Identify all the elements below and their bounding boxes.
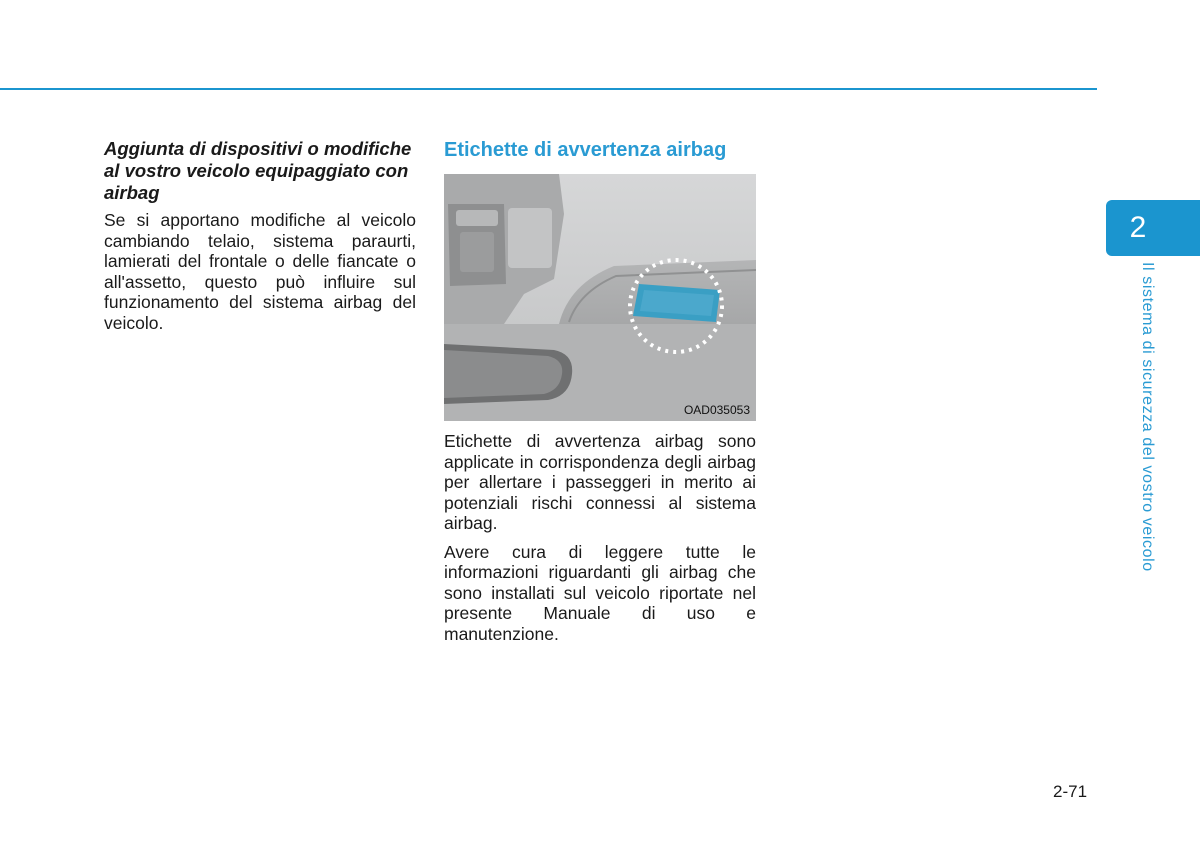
chapter-title: Il sistema di sicurezza del vostro veicolo (1139, 262, 1156, 572)
middle-column-text (444, 431, 756, 652)
warning-label-paragraph: Etichette di avvertenza airbag sono applicate in corrispondenza degli airbag per allertare i passeggeri in merito ai potenziali rischi connessi al sistema airbag. (444, 431, 756, 533)
chapter-tab-edge (1170, 200, 1200, 256)
page-number: 2-71 (1053, 782, 1088, 801)
chapter-tab (1106, 200, 1170, 256)
modifications-paragraph: Se si apportano modifiche al veicolo cambiando telaio, sistema paraurti, lamierati del frontale o delle fiancate o all'assetto, questo può influire sul funzionamento del sistema airbag del veicolo. (104, 210, 416, 333)
middle-column-heading (444, 138, 756, 162)
left-column (104, 138, 416, 341)
figure-code: OAD035053 (683, 403, 750, 417)
car-interior-illustration (444, 174, 756, 421)
airbag-label-illustration (444, 174, 756, 421)
chapter-number: 2 (1129, 211, 1147, 244)
section-title: Etichette di avvertenza airbag (444, 139, 727, 161)
subheading-modifications: Aggiunta di dispositivi o modifiche al vostro veicolo equipaggiato con airbag (104, 138, 412, 203)
manual-reference-paragraph: Avere cura di leggere tutte le informazioni riguardanti gli airbag che sono installati sul veicolo riportate nel presente Manuale di uso e manutenzione. (444, 541, 756, 644)
header-rule (0, 88, 1097, 90)
